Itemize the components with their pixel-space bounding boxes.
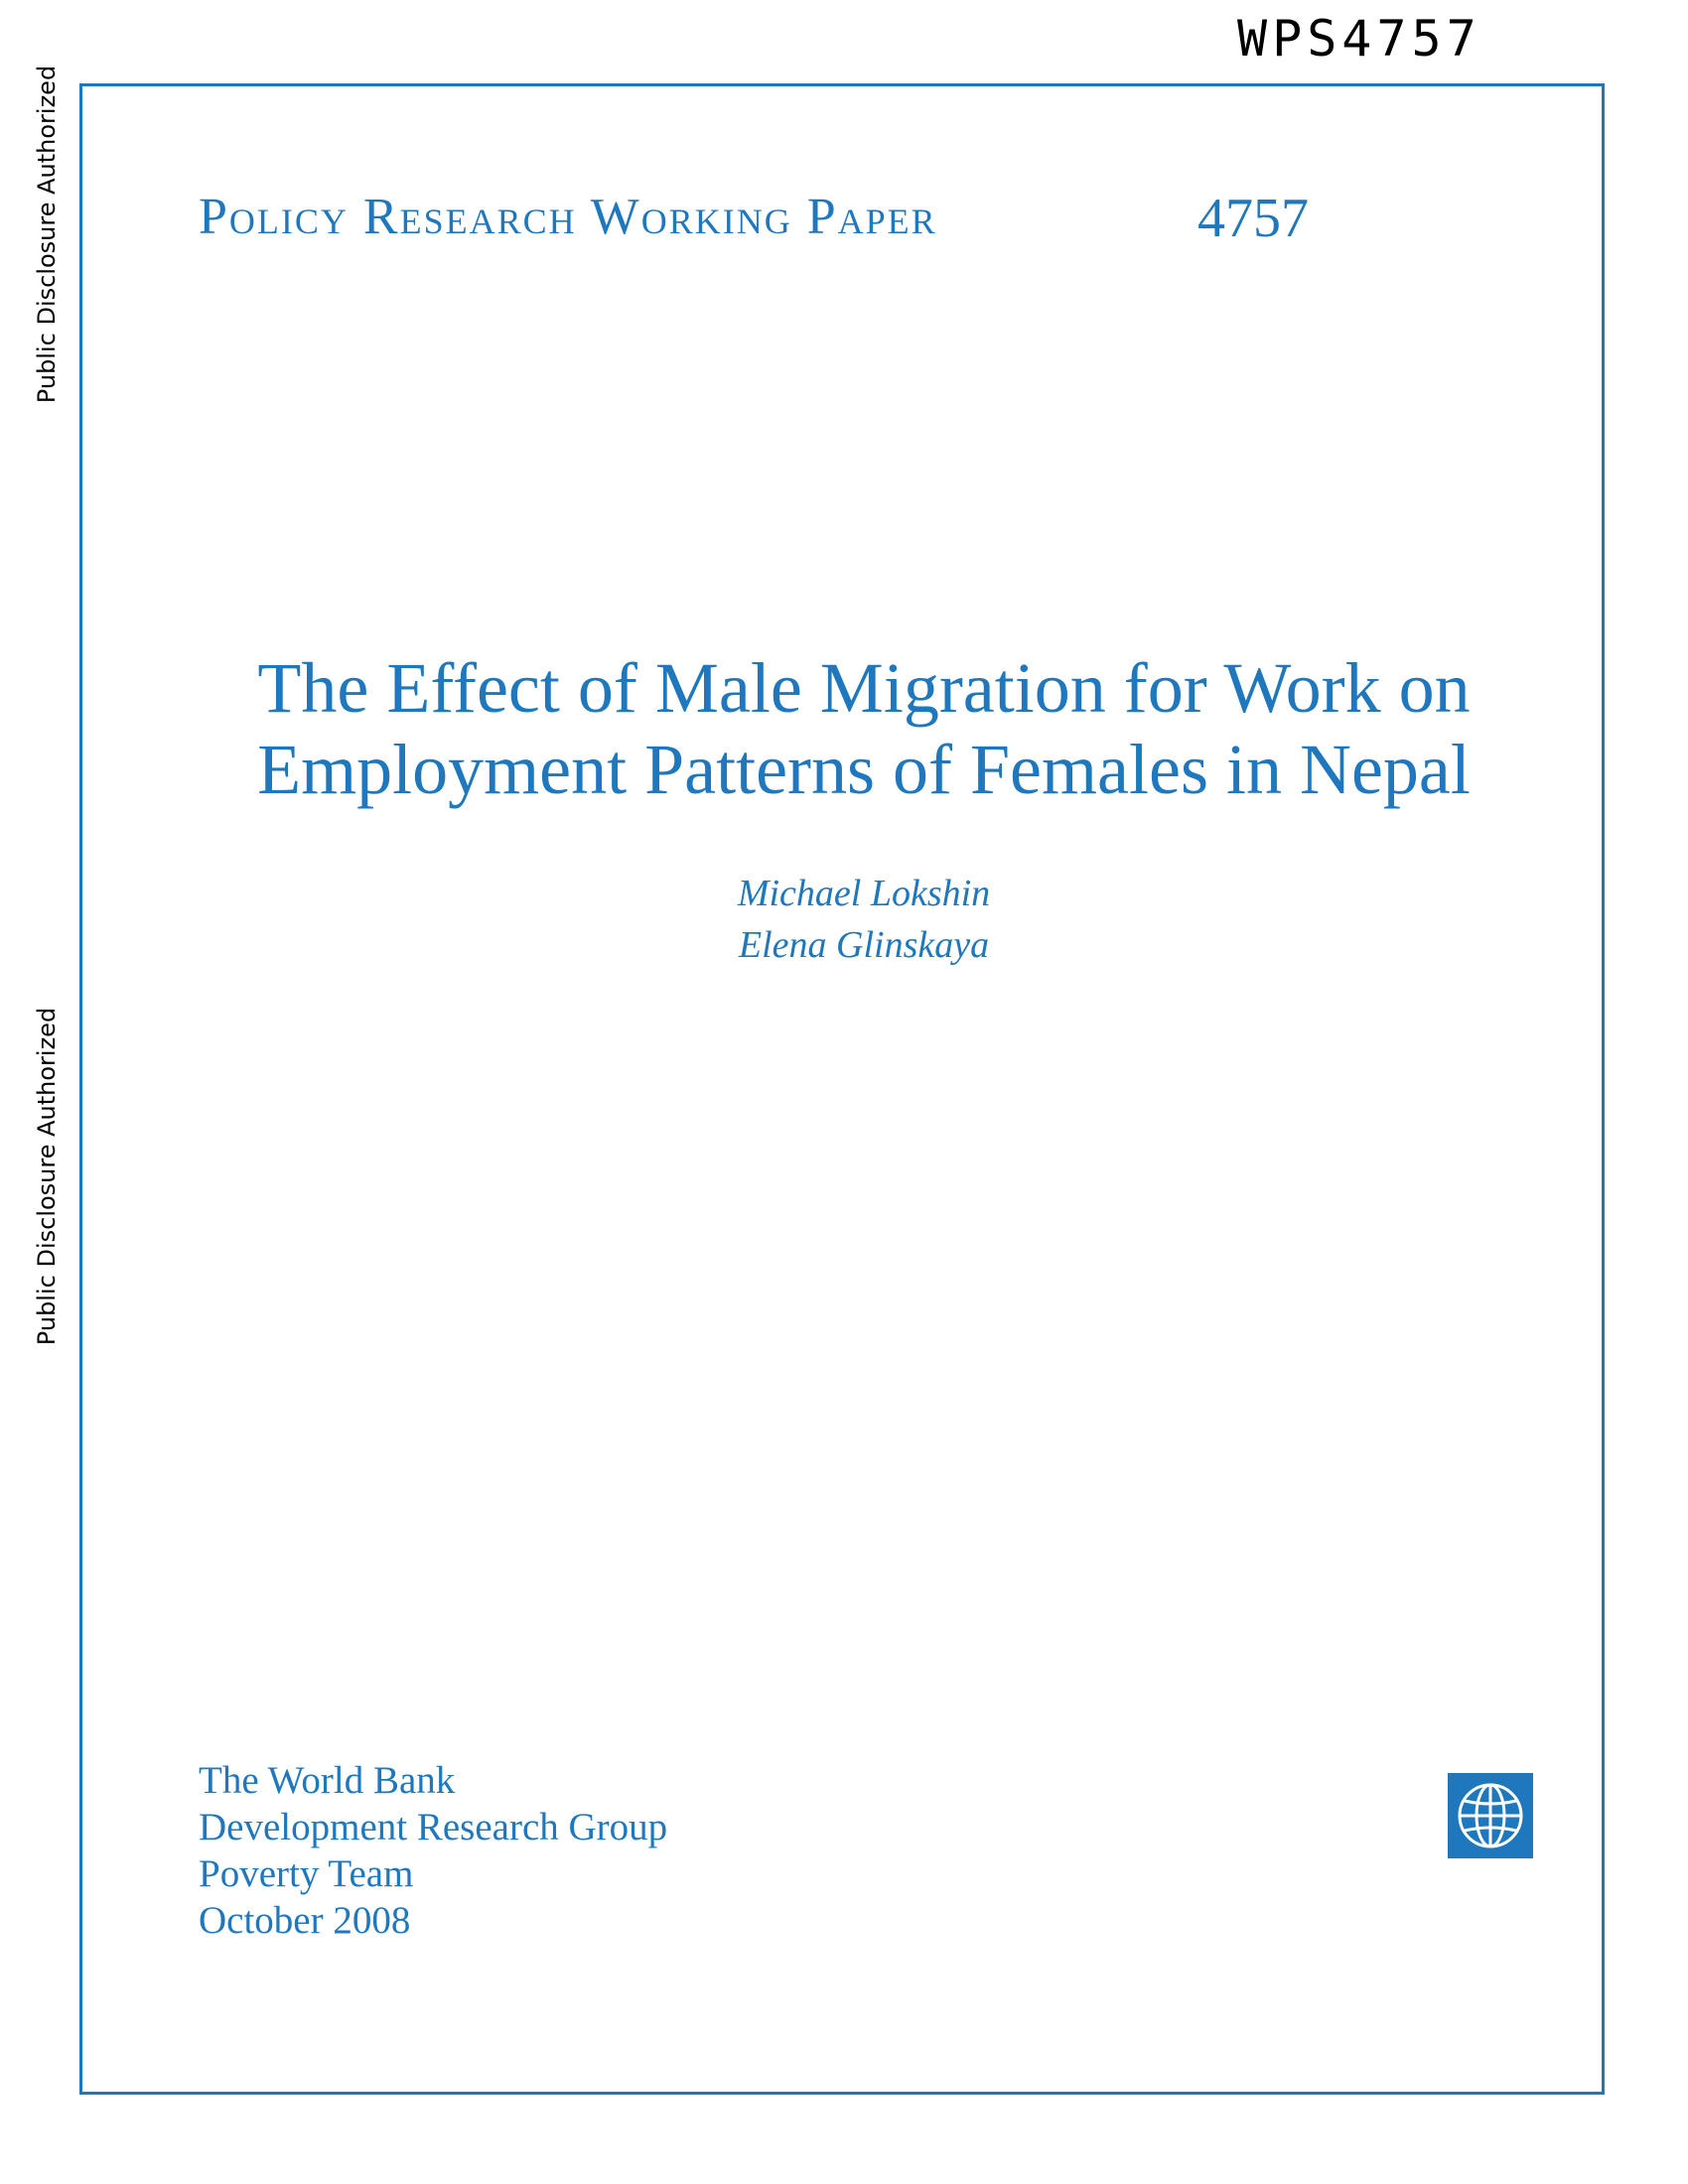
disclosure-label-top bbox=[22, 56, 71, 413]
paper-title-line-2: Employment Patterns of Females in Nepal bbox=[257, 730, 1471, 809]
disclosure-label-middle bbox=[22, 998, 71, 1355]
affiliation-block bbox=[199, 1757, 667, 1944]
publication-date: October 2008 bbox=[199, 1899, 411, 1942]
organization-name: The World Bank bbox=[199, 1759, 456, 1802]
paper-title bbox=[199, 647, 1529, 810]
paper-title-line-1: The Effect of Male Migration for Work on bbox=[257, 648, 1471, 728]
disclosure-label-text: Public Disclosure Authorized bbox=[33, 1007, 61, 1346]
team-name: Poverty Team bbox=[199, 1852, 414, 1895]
series-number: 4757 bbox=[1197, 188, 1309, 249]
series-header bbox=[199, 187, 1340, 256]
world-bank-globe-icon bbox=[1448, 1773, 1533, 1858]
series-title: Policy Research Working Paper bbox=[199, 189, 937, 245]
research-group: Development Research Group bbox=[199, 1806, 668, 1848]
document-id-stamp: WPS4757 bbox=[1237, 10, 1481, 68]
disclosure-label-text: Public Disclosure Authorized bbox=[33, 65, 61, 404]
author-list bbox=[199, 868, 1529, 971]
author-name: Michael Lokshin bbox=[737, 873, 991, 914]
author-name: Elena Glinskaya bbox=[738, 924, 990, 966]
